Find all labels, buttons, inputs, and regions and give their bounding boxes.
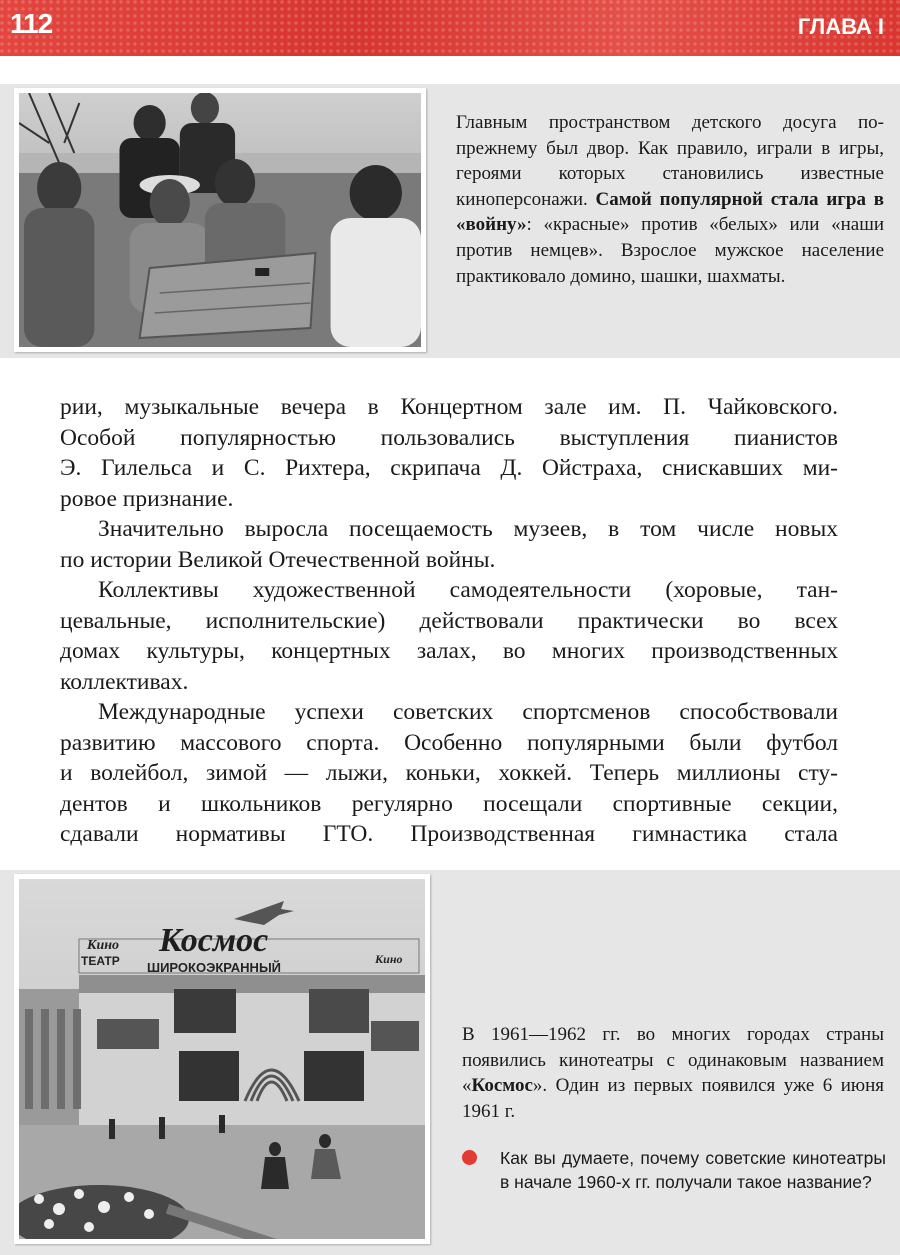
question-text: Как вы думаете, почему советские кинотеатры в начале 1960-х гг. получали такое название? — [500, 1148, 886, 1192]
chapter-title: ГЛАВА I — [797, 14, 884, 39]
main-body-text — [60, 392, 838, 850]
paragraph-line: Э. Гилельса и С. Рихтера, скрипача Д. Ойстраха, снискавших ми- — [60, 455, 838, 481]
paragraph-line: ровое признание. — [60, 485, 234, 512]
page-number: 112 — [10, 8, 53, 39]
paragraph-line: Международные успехи советских спортсменов способствовали — [98, 699, 838, 725]
bottom-photo-caption — [462, 1022, 884, 1124]
sign-kino-left: Кино — [87, 938, 120, 953]
paragraph-line: Особой популярностью пользовались выступления пианистов — [60, 424, 838, 451]
page-header — [0, 0, 900, 56]
photo-kosmos-cinema — [14, 874, 430, 1244]
paragraph-line: Коллективы художественной самодеятельности (хоровые, тан- — [98, 577, 838, 603]
paragraph-line: домах культуры, концертных залах, во многих производственных — [60, 638, 838, 664]
photo-cinema-image — [19, 879, 425, 1239]
paragraph-line: сдавали нормативы ГТО. Производственная гимнастика стала — [60, 821, 838, 847]
paragraph-line: цевальные, исполнительские) действовали практически во всех — [60, 607, 838, 634]
caption-text-part: В 1961—1962 гг. во многих городах страны появились кинотеатры с одинаковым названием « — [462, 1024, 884, 1097]
paragraph-line: развитию массового спорта. Особенно популярными были футбол — [60, 729, 838, 756]
paragraph-line: рии, музыкальные вечера в Концертном зале им. П. Чайковского. — [60, 394, 838, 420]
caption-bold-text: Космос — [471, 1075, 533, 1097]
red-bullet-icon — [462, 1150, 477, 1165]
question-block — [462, 1146, 886, 1194]
caption-text-part: : «красные» против «белых» или «наши против немцев». Взрослое мужское население практиковало домино, шашки, шахматы. — [456, 214, 884, 287]
photo-dominoes-image — [19, 93, 421, 347]
paragraph-line: Значительно выросла посещаемость музеев, в том числе новых — [98, 516, 838, 542]
paragraph-line: и волейбол, зимой — лыжи, коньки, хоккей. Теперь миллионы сту- — [60, 760, 838, 786]
sign-theatre: ТЕАТР — [81, 954, 120, 968]
top-photo-caption — [456, 110, 884, 289]
paragraph-line: коллективах. — [60, 668, 189, 695]
paragraph-line: по истории Великой Отечественной войны. — [60, 546, 496, 573]
sign-kino-right: Кино — [375, 952, 403, 966]
caption-bold-text: Самой популярной стала игра в «войну» — [456, 188, 884, 236]
sign-kosmos: Космос — [159, 922, 269, 959]
sign-wide-screen: ШИРОКОЭКРАННЫЙ — [147, 960, 282, 975]
caption-text-part: Главным пространством детского досуга по-прежнему был двор. Как правило, играли в игры, героями которых становились известные киноперсонажи. — [456, 112, 884, 210]
photo-men-playing-dominoes — [14, 88, 426, 352]
caption-text-part: ». Один из первых появился уже 6 июня 1961 г. — [462, 1075, 884, 1122]
paragraph-line: дентов и школьников регулярно посещали спортивные секции, — [60, 790, 838, 817]
